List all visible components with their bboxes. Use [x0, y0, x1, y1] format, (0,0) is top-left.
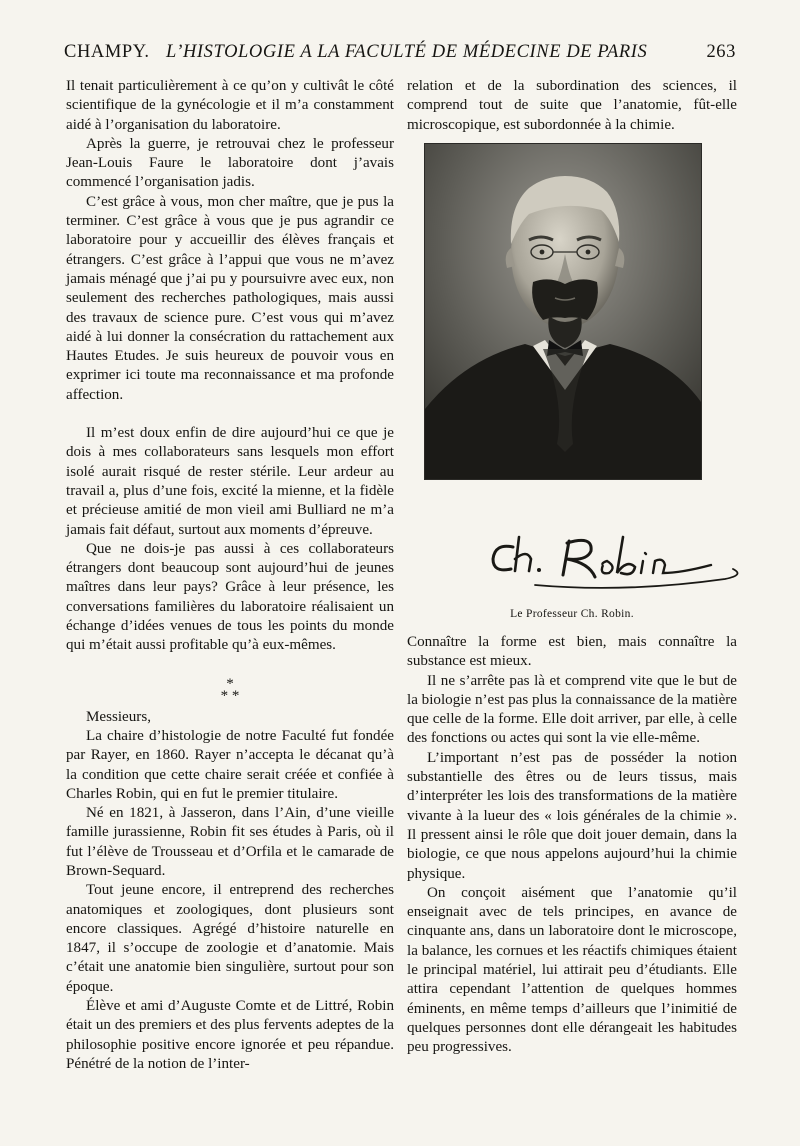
paragraph: Né en 1821, à Jasseron, dans l’Ain, d’une vieille famille jurassienne, Robin fit ses études à Paris, où il fut l’élève de Trousseau et d’Orfila et le camarade de Brown-Sequard. — [66, 805, 394, 879]
paragraph: Il tenait particulièrement à ce qu’on y cultivât le côté scientifique de la gynécologie et il m’a constamment aidé à l’organisation du laboratoire. — [66, 78, 394, 133]
paragraph: Il m’est doux enfin de dire aujourd’hui ce que je dois à mes collaborateurs sans lesquels mon effort isolé aurait risqué de rester stérile. Leur ardeur au travail a, plus d’une fois, excité la mienne, et la fidèle et précieuse amitié de mon vieil ami Bulliard ne m’a jamais fait défaut, surtout aux moments d’épreuve. — [66, 425, 394, 538]
right-column-top — [407, 77, 737, 135]
section-asterism — [66, 656, 394, 708]
paragraph: Élève et ami d’Auguste Comte et de Littré, Robin était un des premiers et des plus fervents adeptes de la philosophie positive encore ignorée et peu répandue. Pénétré de la notion de l’inter- — [66, 998, 394, 1072]
running-header — [64, 42, 736, 72]
portrait-illustration — [425, 144, 701, 479]
signature-image — [475, 515, 775, 595]
header-title: L’HISTOLOGIE A LA FACULTÉ DE MÉDECINE DE PARIS — [166, 42, 648, 62]
paragraph: Il ne s’arrête pas là et comprend vite que le but de la biologie n’est pas plus la connaissance de la matière que celle de la forme. Elle doit arriver, par elle, à celle des fonctions ou actes qui sont la vie elle-même. — [407, 672, 737, 747]
paragraph: Que ne dois-je pas aussi à ces collaborateurs étrangers dont beaucoup sont aujourd’hui de jeunes maîtres dans leur pays? Grâce à leur présence, les conversations familières du laboratoire réalisaient un échange d’idées venues de tous les points du monde qui m’était aussi profitable qu’à eux-mêmes. — [66, 540, 394, 654]
paragraph: Connaître la forme est bien, mais connaître la substance est mieux. — [407, 634, 737, 670]
paragraph: relation et de la subordination des sciences, il comprend tout de suite que l’anatomie, fût-elle microscopique, est subordonnée à la chimie. — [407, 78, 737, 133]
portrait-photo — [424, 143, 702, 480]
paragraph: L’important n’est pas de posséder la notion substantielle des êtres ou de leurs tissus, mais d’interpréter les lois des transformations de la matière vivante à la lueur des « lois générales de la chimie ». Il pressent ainsi le rôle que doit jouer demain, dans la biologie, ce que nous appelons aujourd’hui la chimie physique. — [407, 749, 737, 882]
asterism-top: * — [226, 675, 234, 692]
salutation: Messieurs, — [86, 708, 151, 725]
paragraph: C’est grâce à vous, mon cher maître, que je pus la terminer. C’est grâce à vous que je pus agrandir ce laboratoire pour y accueillir des élèves français et étrangers. C’est grâce à l’appui que vous ne m’avez jamais ménagé que j’ai pu y poursuivre avec eux, non seulement des recherches pathologiques, mais aussi des travaux de science pure. C’est vous qui m’avez aidé à lui donner la consécration du rattachement aux Hautes Etudes. Je suis heureux de pouvoir vous en exprimer ici toute ma reconnaissance et ma profonde affection. — [66, 193, 394, 403]
paragraph: On conçoit aisément que l’anatomie qu’il enseignait avec de tels principes, en avance de cinquante ans, dans un laboratoire dont le microscope, la balance, les cornues et les réactifs chimiques étaient le principal matériel, lui attirait peu d’étudiants. Elle attira cependant l’attention de quelques hommes éminents, en même temps d’ailleurs que l’inimitié de quelques personnes dont elle dérangeait les habitudes peu progressives. — [407, 884, 737, 1056]
asterism-bottom: * * — [220, 687, 240, 704]
paragraph: Tout jeune encore, il entreprend des recherches anatomiques et zoologiques, dont plusieurs sont encore classiques. Agrégé d’histoire naturelle en 1847, il s’occupe de zoologie et d’anatomie. Mais c’était une anatomie bien singulière, surtout pour son époque. — [66, 882, 394, 995]
header-author: CHAMPY. — [64, 42, 150, 62]
left-column — [66, 77, 394, 1074]
signature — [475, 515, 775, 595]
portrait-caption: Le Professeur Ch. Robin. — [510, 608, 634, 620]
paragraph: Après la guerre, je retrouvai chez le professeur Jean-Louis Faure le laboratoire dont j’avais commencé l’organisation jadis. — [66, 135, 394, 191]
paragraph: La chaire d’histologie de notre Faculté fut fondée par Rayer, en 1860. Rayer n’accepta le décanat qu’à la condition que cette chaire serait créée et confiée à Charles Robin, qui en fut le premier titulaire. — [66, 727, 394, 802]
right-column-bottom — [407, 633, 737, 1058]
page-number: 263 — [706, 42, 736, 62]
